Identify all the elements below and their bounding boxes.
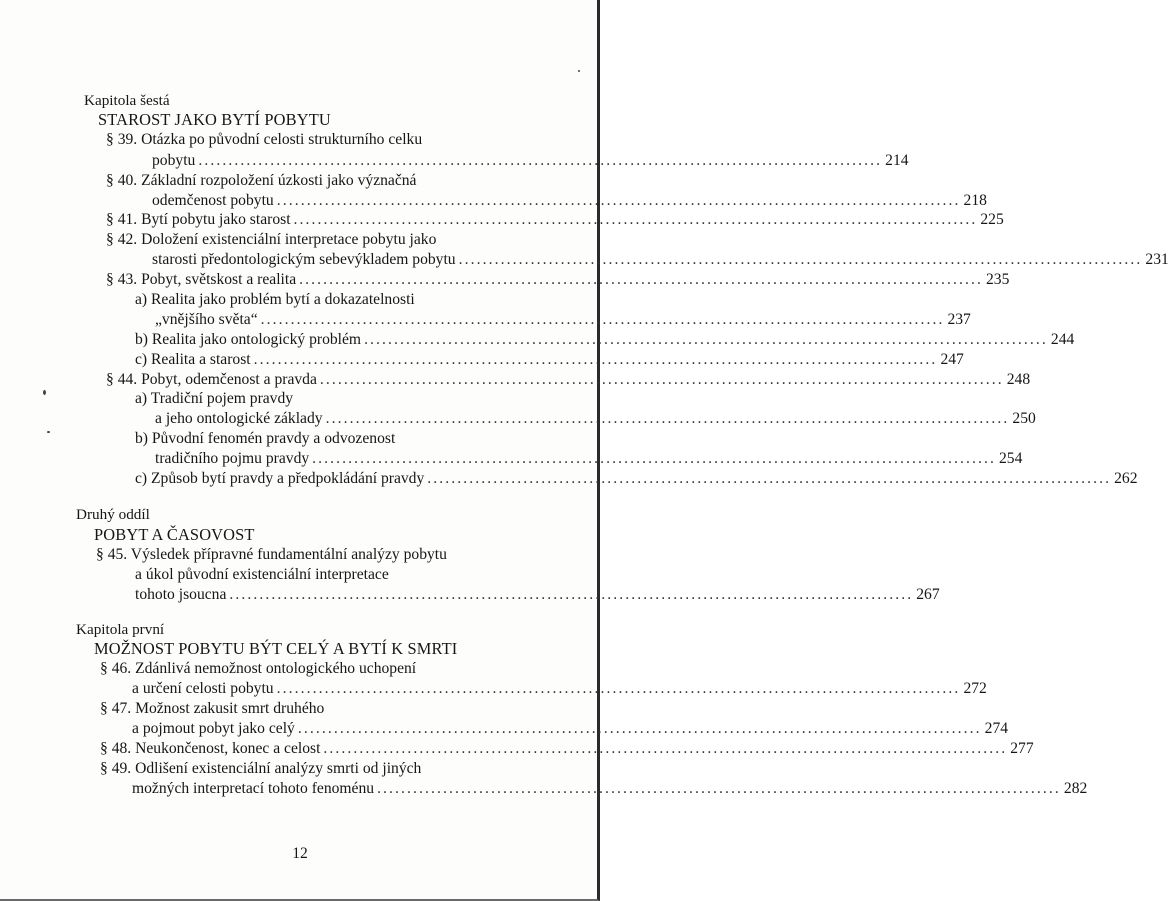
toc-entry-title: tradičního pojmu pravdy (155, 450, 310, 467)
toc-page-number: 267 (916, 586, 940, 603)
toc-entry (106, 370, 1031, 390)
toc-entry-title: „vnějšího světa“ (155, 311, 258, 328)
toc-page-number: 277 (1010, 740, 1034, 757)
toc-entry (132, 779, 1088, 799)
toc-page-number: 218 (963, 192, 987, 209)
leader-dots: .................................................................................................................. (312, 450, 996, 467)
toc-entry (155, 409, 1036, 429)
leader-dots: .................................................................................................................. (293, 211, 978, 228)
toc-entry-line: § 45. Výsledek přípravné fundamentální analýzy pobytu (96, 546, 447, 563)
leader-dots: .................................................................................................................. (276, 192, 961, 209)
toc-entry (152, 151, 909, 171)
toc-entry-line: § 39. Otázka po původní celosti strukturního celku (106, 131, 423, 148)
toc-entry-title: c) Realita a starost (135, 351, 251, 368)
toc-page-number: 237 (947, 311, 971, 328)
toc-page-number: 225 (980, 211, 1004, 228)
toc-entry-title: a pojmout pobyt jako celý (132, 720, 295, 737)
toc-entry (132, 719, 1009, 739)
toc-entry-line: § 47. Možnost zakusit smrt druhého (100, 700, 325, 717)
toc-entry-title: pobytu (152, 152, 196, 169)
toc-entry (106, 270, 1010, 290)
scan-speck (43, 390, 46, 395)
toc-entry (106, 210, 1004, 230)
leader-dots: .................................................................................................................. (299, 271, 983, 288)
leader-dots: .................................................................................................................. (198, 152, 883, 169)
toc-page-number: 231 (1145, 251, 1169, 268)
scan-speck (47, 431, 50, 433)
section-title: POBYT A ČASOVOST (94, 525, 255, 544)
toc-page-number: 250 (1012, 410, 1036, 427)
toc-entry (135, 469, 1138, 489)
toc-page-number: 272 (963, 680, 987, 697)
toc-entry-line: b) Původní fenomén pravdy a odvozenost (135, 430, 396, 447)
toc-entry-title: b) Realita jako ontologický problém (135, 331, 362, 348)
toc-entry-line: § 40. Základní rozpoložení úzkosti jako význačná (106, 172, 417, 189)
toc-entry-line: § 46. Zdánlivá nemožnost ontologického uchopení (100, 660, 417, 677)
toc-page-number: 214 (885, 152, 909, 169)
toc-entry-title: c) Způsob bytí pravdy a předpokládání pravdy (135, 470, 425, 487)
leader-dots: .................................................................................................................. (323, 740, 1008, 757)
toc-entry-line: a) Tradiční pojem pravdy (135, 390, 294, 407)
toc-entry-title: § 41. Bytí pobytu jako starost (106, 211, 291, 228)
leader-dots: .................................................................................................................. (297, 720, 982, 737)
toc-entry (152, 250, 1169, 270)
scan-speck (578, 70, 580, 72)
section-heading: Kapitola první (76, 621, 165, 638)
toc-entry-line: a úkol původní existenciální interpretace (135, 566, 389, 583)
toc-page-number: 247 (940, 351, 964, 368)
toc-entry-title: § 44. Pobyt, odemčenost a pravda (106, 371, 317, 388)
toc-entry-line: § 42. Doložení existenciální interpretace pobytu jako (106, 231, 437, 248)
toc-entry-line: a) Realita jako problém bytí a dokazatelnosti (135, 291, 415, 308)
leader-dots: .................................................................................................................. (319, 371, 1004, 388)
section-heading: Druhý oddíl (76, 506, 150, 523)
toc-entry (135, 350, 964, 370)
toc-entry-title: možných interpretací tohoto fenoménu (132, 780, 375, 797)
leader-dots: .................................................................................................................. (427, 470, 1112, 487)
toc-entry-title: tohoto jsoucna (135, 586, 227, 603)
leader-dots: .................................................................................................................. (325, 410, 1010, 427)
leader-dots: .................................................................................................................. (229, 586, 914, 603)
toc-entry-title: a určení celosti pobytu (132, 680, 274, 697)
leader-dots: .................................................................................................................. (253, 351, 938, 368)
toc-page-number: 254 (999, 450, 1023, 467)
toc-entry-line: § 49. Odlišení existenciální analýzy smrti od jiných (100, 760, 422, 777)
toc-entry-title: starosti předontologickým sebevýkladem pobytu (152, 251, 456, 268)
toc-entry (135, 585, 940, 605)
leader-dots: .................................................................................................................. (364, 331, 1048, 348)
section-heading: Kapitola šestá (84, 92, 170, 109)
toc-entry-title: a jeho ontologické základy (155, 410, 323, 427)
section-title: STAROST JAKO BYTÍ POBYTU (98, 110, 331, 129)
toc-entry (100, 739, 1034, 759)
toc-entry-title: § 48. Neukončenost, konec a celost (100, 740, 321, 757)
leader-dots: .................................................................................................................. (260, 311, 945, 328)
toc-page-number: 244 (1050, 331, 1075, 348)
toc-page-number: 262 (1114, 470, 1138, 487)
leader-dots: .................................................................................................................. (377, 780, 1061, 797)
leader-dots: .................................................................................................................. (458, 251, 1143, 268)
toc-entry (155, 310, 971, 330)
toc-page-number: 235 (985, 271, 1010, 288)
toc-entry-title: § 43. Pobyt, světskost a realita (106, 271, 297, 288)
toc-entry (132, 679, 987, 699)
toc-entry (155, 449, 1023, 469)
toc-entry (135, 330, 1075, 350)
toc-entry-title: odemčenost pobytu (152, 192, 274, 209)
toc-page-number: 282 (1063, 780, 1088, 797)
toc-entry (152, 191, 987, 211)
section-title: MOŽNOST POBYTU BÝT CELÝ A BYTÍ K SMRTI (94, 639, 458, 658)
leader-dots: .................................................................................................................. (276, 680, 961, 697)
toc-page-number: 248 (1006, 371, 1031, 388)
toc-page-number: 274 (984, 720, 1009, 737)
page-number: 12 (292, 845, 308, 862)
